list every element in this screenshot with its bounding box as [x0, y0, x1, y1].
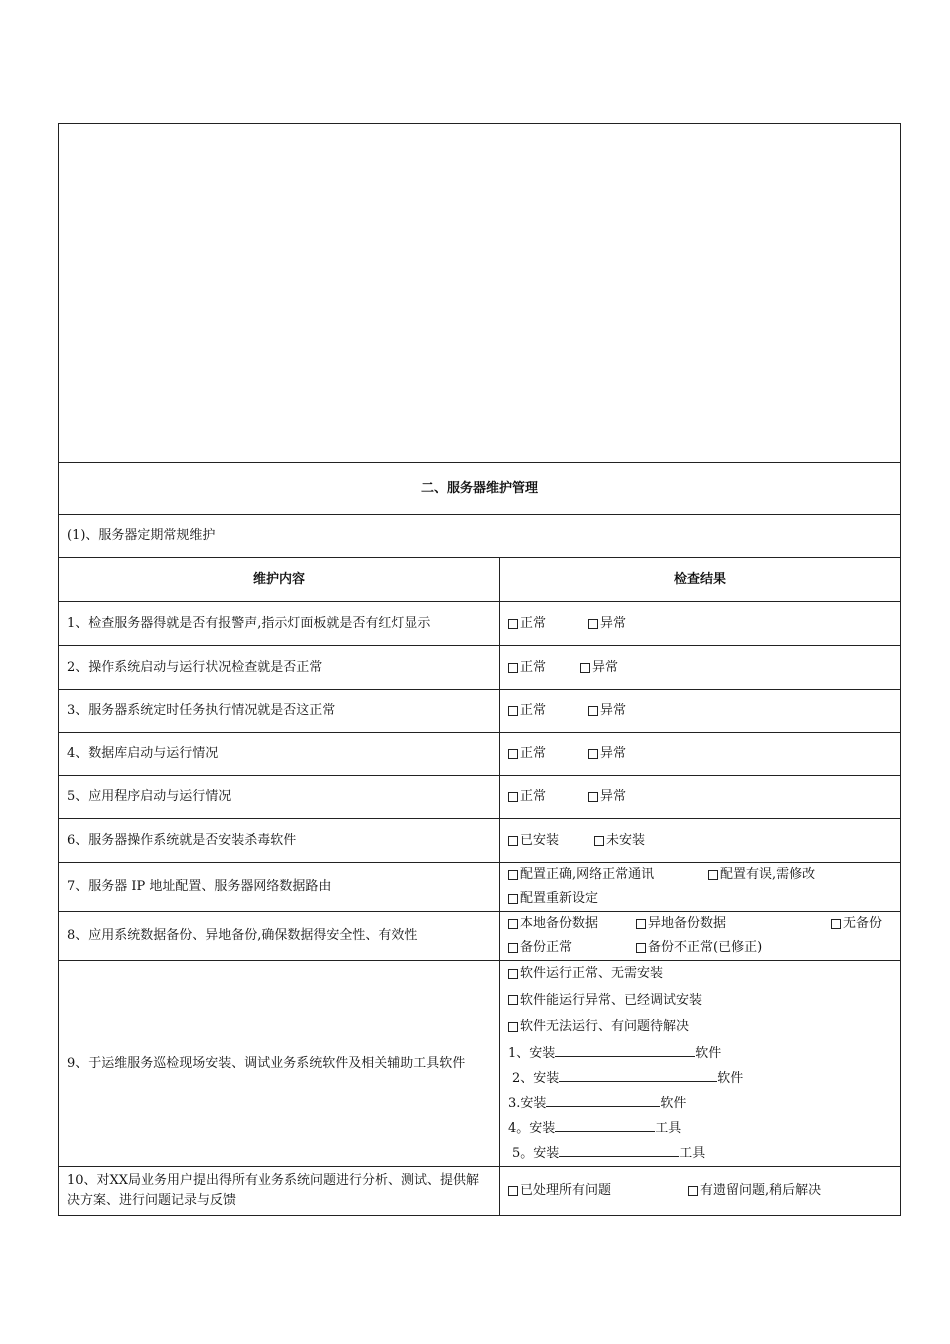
checkbox-option[interactable]: 正常	[508, 787, 588, 807]
table-row	[59, 1166, 901, 1215]
checkbox-option[interactable]: 本地备份数据	[508, 912, 636, 936]
checkbox-icon[interactable]	[708, 870, 718, 880]
install-line: 1、安装 软件	[508, 1041, 892, 1066]
checkbox-option[interactable]: 异常	[588, 614, 626, 634]
row-desc: 5、应用程序启动与运行情况	[59, 776, 500, 819]
sub-title: (1)、服务器定期常规维护	[59, 515, 901, 558]
checkbox-icon[interactable]	[588, 792, 598, 802]
checkbox-option[interactable]: 异常	[588, 787, 626, 807]
checkbox-icon[interactable]	[508, 749, 518, 759]
install-blank[interactable]	[555, 1042, 695, 1057]
checkbox-icon[interactable]	[508, 919, 518, 929]
checkbox-option[interactable]: 已安装	[508, 831, 594, 851]
table-row	[59, 646, 901, 690]
checkbox-option[interactable]: 无备份	[831, 912, 882, 936]
install-line: 5。安装 工具	[508, 1141, 892, 1166]
row-desc: 1、检查服务器得就是否有报警声,指示灯面板就是否有红灯显示	[59, 602, 500, 646]
table-row	[59, 912, 901, 961]
maintenance-table	[58, 123, 901, 1216]
row-desc: 2、操作系统启动与运行状况检查就是否正常	[59, 646, 500, 690]
checkbox-option[interactable]: 软件运行正常、无需安装	[508, 961, 663, 986]
checkbox-option[interactable]: 正常	[508, 744, 588, 764]
checkbox-icon[interactable]	[508, 894, 518, 904]
checkbox-option[interactable]: 配置有误,需修改	[708, 863, 815, 887]
checkbox-option[interactable]: 正常	[508, 658, 580, 678]
checkbox-option[interactable]: 软件无法运行、有问题待解决	[508, 1014, 689, 1039]
table-row	[59, 776, 901, 819]
checkbox-option[interactable]: 异常	[588, 701, 626, 721]
checkbox-option[interactable]: 正常	[508, 614, 588, 634]
checkbox-icon[interactable]	[588, 619, 598, 629]
row-desc: 7、服务器 IP 地址配置、服务器网络数据路由	[59, 863, 500, 912]
checkbox-option[interactable]: 异地备份数据	[636, 912, 831, 936]
checkbox-icon[interactable]	[508, 836, 518, 846]
checkbox-icon[interactable]	[508, 706, 518, 716]
install-line: 4。安装 工具	[508, 1116, 892, 1141]
checkbox-option[interactable]: 异常	[580, 658, 618, 678]
table-row	[59, 690, 901, 733]
checkbox-option[interactable]: 配置正确,网络正常通讯	[508, 863, 708, 887]
checkbox-option[interactable]: 未安装	[594, 831, 645, 851]
checkbox-icon[interactable]	[588, 706, 598, 716]
checkbox-option[interactable]: 正常	[508, 701, 588, 721]
checkbox-icon[interactable]	[594, 836, 604, 846]
checkbox-icon[interactable]	[508, 619, 518, 629]
header-content: 维护内容	[59, 558, 500, 602]
install-blank[interactable]	[559, 1067, 717, 1082]
checkbox-icon[interactable]	[580, 663, 590, 673]
checkbox-option[interactable]: 配置重新设定	[508, 887, 598, 911]
install-line: 3.安装 软件	[508, 1091, 892, 1116]
row-desc: 4、数据库启动与运行情况	[59, 733, 500, 776]
checkbox-option[interactable]: 备份不正常(已修正)	[636, 936, 762, 960]
checkbox-icon[interactable]	[508, 995, 518, 1005]
checkbox-option[interactable]: 有遗留问题,稍后解决	[688, 1181, 821, 1201]
checkbox-option[interactable]: 已处理所有问题	[508, 1181, 688, 1201]
checkbox-icon[interactable]	[508, 870, 518, 880]
checkbox-icon[interactable]	[831, 919, 841, 929]
checkbox-icon[interactable]	[636, 919, 646, 929]
install-line: 2、安装 软件	[508, 1066, 892, 1091]
checkbox-option[interactable]: 备份正常	[508, 936, 636, 960]
checkbox-icon[interactable]	[508, 792, 518, 802]
checkbox-icon[interactable]	[508, 943, 518, 953]
checkbox-icon[interactable]	[636, 943, 646, 953]
blank-area	[59, 124, 901, 463]
checkbox-icon[interactable]	[508, 969, 518, 979]
checkbox-icon[interactable]	[508, 1022, 518, 1032]
row-desc: 8、应用系统数据备份、异地备份,确保数据得安全性、有效性	[59, 912, 500, 961]
checkbox-option[interactable]: 软件能运行异常、已经调试安装	[508, 988, 702, 1013]
checkbox-icon[interactable]	[688, 1186, 698, 1196]
row-desc: 3、服务器系统定时任务执行情况就是否这正常	[59, 690, 500, 733]
checkbox-icon[interactable]	[508, 663, 518, 673]
header-result: 检查结果	[500, 558, 901, 602]
table-row	[59, 602, 901, 646]
checkbox-icon[interactable]	[588, 749, 598, 759]
row-desc: 6、服务器操作系统就是否安装杀毒软件	[59, 819, 500, 863]
section-title: 二、服务器维护管理	[59, 463, 901, 515]
table-row	[59, 819, 901, 863]
install-blank[interactable]	[559, 1142, 679, 1157]
install-blank[interactable]	[555, 1117, 655, 1132]
install-blank[interactable]	[546, 1092, 660, 1107]
checkbox-icon[interactable]	[508, 1186, 518, 1196]
table-row	[59, 961, 901, 1167]
table-row	[59, 863, 901, 912]
row-desc: 9、于运维服务巡检现场安装、调试业务系统软件及相关辅助工具软件	[59, 961, 500, 1167]
row-desc: 10、对XX局业务用户提出得所有业务系统问题进行分析、测试、提供解决方案、进行问题记录与反馈	[59, 1166, 500, 1215]
table-row	[59, 733, 901, 776]
checkbox-option[interactable]: 异常	[588, 744, 626, 764]
